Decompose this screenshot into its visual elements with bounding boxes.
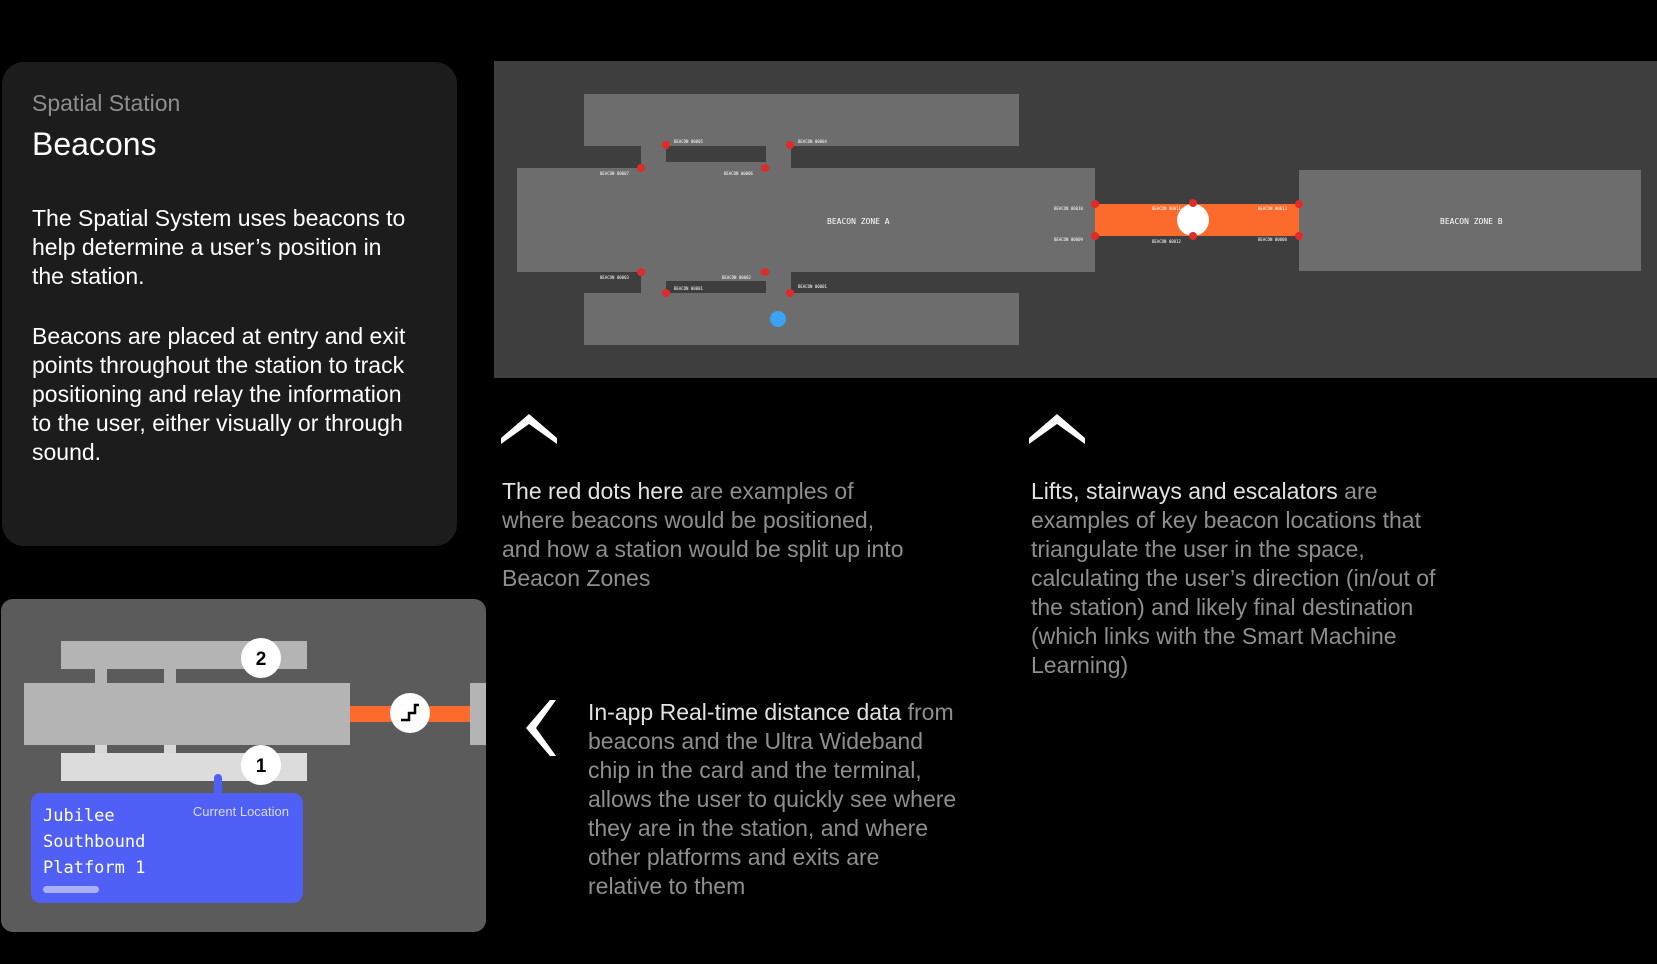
beacon-label: BEACON 00008 [1258,237,1287,242]
beacon-label: BEACON 00002 [722,275,751,280]
beacon-label: BEACON 00001 [674,286,703,291]
zone-b-label: BEACON ZONE B [1440,217,1503,226]
beacon-label: BEACON 00010 [1054,206,1083,211]
beacon-label: BEACON 00003 [600,275,629,280]
beacon-label: BEACON 00006 [724,171,753,176]
placement-paragraph: Beacons are placed at entry and exit points throughout the station to track positioning and relay the information to the user, either visually or through sound. [32,323,406,465]
chevron-up-icon [501,410,557,444]
red-dots-caption [502,477,912,593]
beacon-label: BEACON 00009 [1054,237,1083,242]
user-position-dot [770,311,786,327]
chevron-up-icon [1029,410,1085,444]
realtime-caption [588,698,958,901]
lifts-caption [1031,477,1451,680]
caption-highlight: The red dots here [502,478,684,504]
beacon-dot [637,164,645,172]
beacon-label: BEACON 00012 [1152,239,1181,244]
beacon-label: BEACON 00011 [1152,206,1181,211]
card-handle[interactable] [43,886,99,893]
info-card [2,62,457,546]
marker-number: 1 [255,756,267,777]
in-app-location-panel [1,599,486,932]
beacon-label: BEACON 00004 [798,139,827,144]
caption-body: are examples of where beacons would be positioned, and how a station would be split up into Beacon Zones [502,478,904,591]
intro-paragraph: The Spatial System uses beacons to help determine a user’s position in the station. [32,205,406,289]
section-subtitle: Spatial Station [32,90,181,116]
beacon-dot [637,268,645,276]
beacon-dot [786,141,794,149]
beacon-label: BEACON 00005 [674,139,703,144]
beacon-dot [1091,200,1099,208]
beacon-dot [1189,199,1197,207]
station-beacon-map [494,61,1657,378]
zone-a-label: BEACON ZONE A [827,217,890,226]
current-location-card[interactable] [31,793,303,903]
beacon-dot [662,141,670,149]
marker-number: 2 [255,649,267,670]
lift-node [1177,204,1209,236]
beacon-dot [1295,232,1303,240]
beacon-dot [1295,200,1303,208]
beacon-label: BEACON 00007 [600,171,629,176]
beacon-dot [761,268,769,276]
caption-body: are examples of key beacon locations that triangulate the user in the space, calculating the user’s direction (in/out of the station) and likely final destination (which links with the Smart Machine Learning) [1031,478,1436,678]
beacon-dot [662,289,670,297]
location-name: Jubilee Southbound Platform 1 [43,806,146,878]
chevron-left-icon [522,700,556,756]
caption-highlight: Lifts, stairways and escalators [1031,478,1338,504]
beacon-label: BEACON 00013 [1258,206,1287,211]
beacon-label: BEACON 00001 [798,284,827,289]
beacon-dot [786,289,794,297]
beacon-dot [761,164,769,172]
caption-body: from beacons and the Ultra Wideband chip in the card and the terminal, allows the user to quickly see where they are in the station, and where other platforms and exits are relative to them [588,699,957,899]
beacon-dot [1091,232,1099,240]
beacon-dot [1189,232,1197,240]
section-title: Beacons [32,126,157,162]
caption-highlight: In-app Real-time distance data [588,699,902,725]
location-tag: Current Location [192,804,289,819]
